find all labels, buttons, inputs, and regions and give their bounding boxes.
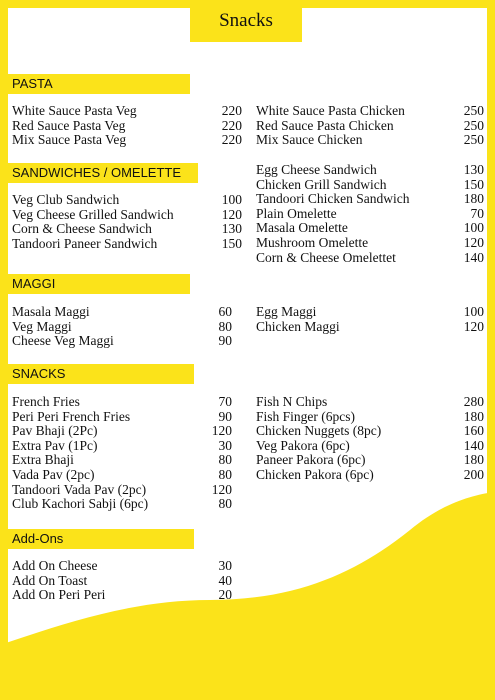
list-item: Chicken Pakora (6pc) 200 — [256, 466, 484, 482]
list-item: Tandoori Chicken Sandwich 180 — [256, 191, 484, 207]
list-item: Peri Peri French Fries 90 — [12, 408, 232, 424]
pasta-left-list — [12, 104, 242, 148]
list-item: Add On Toast 40 — [12, 572, 232, 588]
list-item: Mix Sauce Pasta Veg 220 — [12, 132, 242, 148]
list-item: Add On Peri Peri 20 — [12, 587, 232, 603]
list-item: Chicken Maggi 120 — [256, 318, 484, 334]
snacks-left-list — [12, 395, 232, 512]
list-item: Cheese Veg Maggi 90 — [12, 333, 232, 349]
section-heading-pasta: PASTA — [8, 74, 190, 94]
right-border — [487, 0, 495, 700]
sandwich-left-list — [12, 193, 242, 251]
snacks-right-list — [256, 395, 484, 483]
list-item: Chicken Grill Sandwich 150 — [256, 176, 484, 192]
addons-list — [12, 559, 232, 603]
section-heading-snacks: SNACKS — [8, 364, 194, 384]
list-item: Masala Maggi 60 — [12, 304, 232, 319]
list-item: Paneer Pakora (6pc) 180 — [256, 452, 484, 468]
list-item: Corn & Cheese Omelettet 140 — [256, 249, 484, 265]
list-item: Pav Bhaji (2Pc) 120 — [12, 423, 232, 439]
list-item: Veg Maggi 80 — [12, 318, 232, 334]
section-heading-sandwiches: SANDWICHES / OMELETTE — [8, 163, 198, 183]
page-title: Snacks — [190, 0, 302, 42]
list-item: Veg Cheese Grilled Sandwich 120 — [12, 206, 242, 222]
list-item: Veg Club Sandwich 100 — [12, 192, 242, 207]
list-item: Veg Pakora (6pc) 140 — [256, 437, 484, 453]
pasta-right-list — [256, 104, 484, 148]
list-item: Red Sauce Pasta Veg 220 — [12, 117, 242, 133]
list-item: Tandoori Paneer Sandwich 150 — [12, 235, 242, 251]
list-item: Fish N Chips 280 — [256, 394, 484, 409]
list-item: Masala Omelette 100 — [256, 220, 484, 236]
left-border — [0, 0, 8, 700]
list-item: Fish Finger (6pcs) 180 — [256, 408, 484, 424]
list-item: Tandoori Vada Pav (2pc) 120 — [12, 481, 232, 497]
list-item: Egg Maggi 100 — [256, 304, 484, 319]
list-item: Add On Cheese 30 — [12, 558, 232, 573]
list-item: Mushroom Omelette 120 — [256, 234, 484, 250]
maggi-right-list — [256, 305, 484, 334]
section-heading-maggi: MAGGI — [8, 274, 190, 294]
list-item: Red Sauce Pasta Chicken 250 — [256, 117, 484, 133]
section-heading-addons: Add-Ons — [8, 529, 194, 549]
list-item: Club Kachori Sabji (6pc) 80 — [12, 496, 232, 512]
list-item: French Fries 70 — [12, 394, 232, 409]
list-item: Plain Omelette 70 — [256, 205, 484, 221]
maggi-left-list — [12, 305, 232, 349]
list-item: Vada Pav (2pc) 80 — [12, 466, 232, 482]
list-item: Mix Sauce Chicken 250 — [256, 132, 484, 148]
list-item: Extra Bhaji 80 — [12, 452, 232, 468]
sandwich-right-list — [256, 163, 484, 265]
list-item: Chicken Nuggets (8pc) 160 — [256, 423, 484, 439]
list-item: White Sauce Pasta Veg 220 — [12, 103, 242, 118]
list-item: Extra Pav (1Pc) 30 — [12, 437, 232, 453]
list-item: Egg Cheese Sandwich 130 — [256, 162, 484, 177]
list-item: Corn & Cheese Sandwich 130 — [12, 221, 242, 237]
list-item: White Sauce Pasta Chicken 250 — [256, 103, 484, 118]
